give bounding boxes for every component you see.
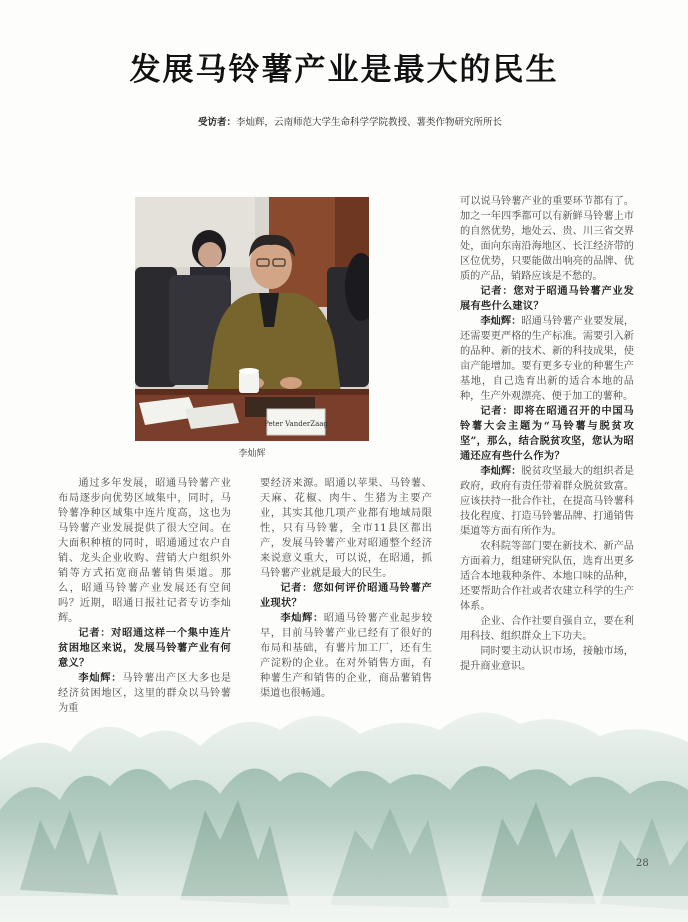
article-column-1 [58, 476, 231, 716]
nameplate-text: Peter VanderZaag [264, 420, 328, 428]
paragraph: 可以说马铃薯产业的重要环节都有了。加之一年四季都可以有新鲜马铃薯上市的自然优势，地处云、贵、川三省交界处，面向东南沿海地区、长江经济带的区位优势，只要能做出响亮的品牌、优质的产品，销路应该是不愁的。 [460, 196, 634, 282]
answer-text: 脱贫攻坚最大的组织者是政府，政府有责任带着群众脱贫致富。应该扶持一批合作社，在提高马铃薯科技化程度、打造马铃薯品牌、打通销售渠道等方面有所作为。 [460, 466, 635, 537]
answer [260, 611, 432, 701]
speaker: 李灿辉： [78, 672, 123, 684]
speaker: 李灿辉： [280, 612, 324, 624]
byline [198, 114, 502, 128]
article-title: 发展马铃薯产业是最大的民生 [129, 52, 559, 88]
paragraph: 要经济来源。昭通以苹果、马铃薯、天麻、花椒、肉牛、生猪为主要产业，其实其他几项产业都有地域局限性，只有马铃薯，全市11县区都出产，发展马铃薯产业对昭通整个经济来说意义重大，可以说，在昭通，抓马铃薯产业就是最大的民生。 [260, 478, 432, 579]
answer-text: 马铃薯出产区大多也是经济贫困地区，这里的群众以马铃薯为重 [58, 673, 232, 714]
mountain-ink-painting [0, 690, 688, 922]
page-number: 28 [636, 858, 649, 869]
paragraph: 同时要主动认识市场，接触市场，提升商业意识。 [460, 646, 634, 672]
photo-caption: 李灿辉 [238, 449, 266, 459]
question: 记者：即将在昭通召开的中国马铃薯大会主题为“马铃薯与脱贫攻坚”，那么，结合脱贫攻坚，您认为昭通还应有些什么作为？ [460, 405, 634, 462]
answer [460, 314, 634, 404]
byline-text: 李灿辉，云南师范大学生命科学学院教授、薯类作物研究所所长 [236, 117, 503, 128]
article-column-3 [460, 194, 634, 674]
question: 记者：您对于昭通马铃薯产业发展有些什么建议？ [460, 285, 634, 312]
paragraph: 农科院等部门要在新技术、新产品方面着力，组建研究队伍，选育出更多适合本地栽种条件、本地口味的品种，还要帮助合作社或者农建立科学的生产体系。 [460, 541, 634, 612]
speaker: 李灿辉： [480, 315, 522, 327]
answer [460, 464, 634, 539]
answer-text: 昭通马铃薯产业要发展，还需要更严格的生产标准。需要引入新的品种、新的技术、新的科技成果，使亩产能增加。要有更多专业的种薯生产基地，自己选育出新的适合本地的品种，生产外观漂亮、便于加工的薯种。 [460, 316, 635, 402]
answer-text: 昭通马铃薯产业起步较早，目前马铃薯产业已经有了很好的布局和基础，有薯片加工厂，还有生产淀粉的企业。在对外销售方面，有种薯生产和销售的企业，商品薯销售渠道也很畅通。 [260, 613, 433, 699]
interview-photo [135, 197, 369, 441]
question: 记者：您如何评价昭通马铃薯产业现状？ [260, 582, 432, 609]
question: 记者：对昭通这样一个集中连片贫困地区来说，发展马铃薯产业有何意义？ [58, 627, 231, 669]
speaker: 李灿辉： [480, 465, 522, 477]
paragraph: 企业、合作社要自强自立，要在利用科技、组织群众上下功夫。 [460, 616, 634, 642]
article-column-2 [260, 476, 432, 701]
byline-label: 受访者： [198, 117, 237, 128]
paragraph: 通过多年发展，昭通马铃薯产业布局逐步向优势区域集中，同时，马铃薯净种区域集中连片度高，这也为马铃薯产业发展提供了很大空间。在大面积种植的同时，昭通通过农户自销、龙头企业收购、营销大户组织外销等方式拓宽商品薯销售渠道。那么，昭通马铃薯产业发展还有空间吗？近期，昭通日报社记者专访李灿辉。 [58, 478, 231, 624]
